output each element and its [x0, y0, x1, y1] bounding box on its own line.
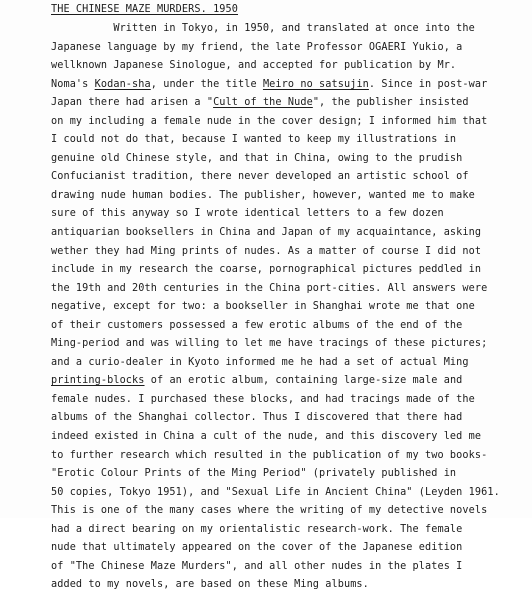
text-segment: Japan there had arisen a ": [51, 97, 214, 109]
text-segment: 50 copies, Tokyo 1951), and "Sexual Life in Ancient China" (Leyden 1961.: [51, 486, 500, 498]
text-line: [51, 558, 529, 577]
text-segment: This is one of the many cases where the writing of my detective novels: [51, 505, 488, 517]
text-segment: I could not do that, because I wanted to keep my illustrations in: [51, 134, 457, 146]
text-line: [51, 428, 529, 447]
text-line: [51, 205, 529, 224]
text-segment: nude that ultimately appeared on the cover of the Japanese edition: [51, 542, 463, 554]
text-segment: indeed existed in China a cult of the nude, and this discovery led me: [51, 431, 482, 443]
text-line: [51, 317, 529, 336]
text-segment: sure of this anyway so I wrote identical letters to a few dozen: [51, 208, 444, 220]
text-segment: genuine old Chinese style, and that in China, owing to the prudish: [51, 152, 463, 164]
document-body: [51, 20, 529, 595]
text-segment: Japanese language by my friend, the late Professor OGAERI Yukio, a: [51, 41, 463, 53]
text-segment: drawing nude human bodies. The publisher, however, wanted me to make: [51, 189, 475, 201]
text-segment: Ming-period and was willing to let me have tracings of these pictures;: [51, 338, 488, 350]
text-segment: wellknown Japanese Sinologue, and accepted for publication by Mr.: [51, 60, 457, 72]
text-line: [51, 168, 529, 187]
text-segment: had a direct bearing on my orientalistic research-work. The female: [51, 523, 463, 535]
text-line: [51, 20, 529, 39]
text-line: [51, 298, 529, 317]
text-line: [51, 521, 529, 540]
text-segment: Confucianist tradition, there never developed an artistic school of: [51, 171, 469, 183]
text-line: [51, 409, 529, 428]
text-line: [51, 335, 529, 354]
text-segment: of an erotic album, containing large-size male and: [144, 375, 463, 387]
text-line: [51, 39, 529, 58]
text-segment: antiquarian booksellers in China and Japan of my acquaintance, asking: [51, 227, 482, 239]
text-segment: negative, except for two: a bookseller in Shanghai wrote me that one: [51, 301, 475, 313]
text-line: [51, 484, 529, 503]
text-line: [51, 243, 529, 262]
text-line: [51, 187, 529, 206]
text-line: [51, 391, 529, 410]
text-segment: ", the publisher insisted: [312, 97, 469, 109]
text-line: [51, 57, 529, 76]
text-segment: the 19th and 20th centuries in the China port-cities. All answers were: [51, 282, 488, 294]
underlined-title: printing-blocks: [51, 375, 145, 387]
text-segment: to further research which resulted in the publication of my two books-: [51, 449, 488, 461]
text-line: [51, 94, 529, 113]
text-segment: , under the title: [150, 78, 263, 90]
text-segment: of their customers possessed a few erotic albums of the end of the: [51, 319, 463, 331]
text-line: [51, 372, 529, 391]
text-line: [51, 113, 529, 132]
text-line: [51, 539, 529, 558]
text-segment: of "The Chinese Maze Murders", and all other nudes in the plates I: [51, 560, 463, 572]
text-line: [51, 150, 529, 169]
text-line: [51, 354, 529, 373]
underlined-title: Meiro no satsujin: [262, 78, 369, 90]
text-line: [51, 131, 529, 150]
text-segment: on my including a female nude in the cover design; I informed him that: [51, 115, 488, 127]
text-segment: albums of the Shanghai collector. Thus I discovered that there had: [51, 412, 463, 424]
text-segment: Noma's: [51, 78, 95, 90]
text-line: [51, 76, 529, 95]
text-segment: Written in Tokyo, in 1950, and translated at once into the: [51, 23, 475, 34]
text-line: [51, 447, 529, 466]
text-line: [51, 465, 529, 484]
text-segment: include in my research the coarse, pornographical pictures peddled in: [51, 264, 482, 276]
text-segment: wether they had Ming prints of nudes. As a matter of course I did not: [51, 245, 482, 257]
text-segment: . Since in post-war: [368, 78, 488, 90]
text-segment: added to my novels, are based on these Ming albums.: [51, 579, 369, 591]
text-segment: female nudes. I purchased these blocks, and had tracings made of the: [51, 393, 475, 405]
document-heading: THE CHINESE MAZE MURDERS. 1950: [51, 4, 239, 15]
text-line: [51, 280, 529, 299]
text-segment: "Erotic Colour Prints of the Ming Period" (privately published in: [51, 468, 457, 480]
text-line: [51, 576, 529, 595]
underlined-title: Kodan-sha: [94, 78, 151, 90]
underlined-title: Cult of the Nude: [213, 97, 313, 109]
text-line: [51, 224, 529, 243]
text-segment: and a curio-dealer in Kyoto informed me he had a set of actual Ming: [51, 356, 469, 368]
text-line: [51, 261, 529, 280]
